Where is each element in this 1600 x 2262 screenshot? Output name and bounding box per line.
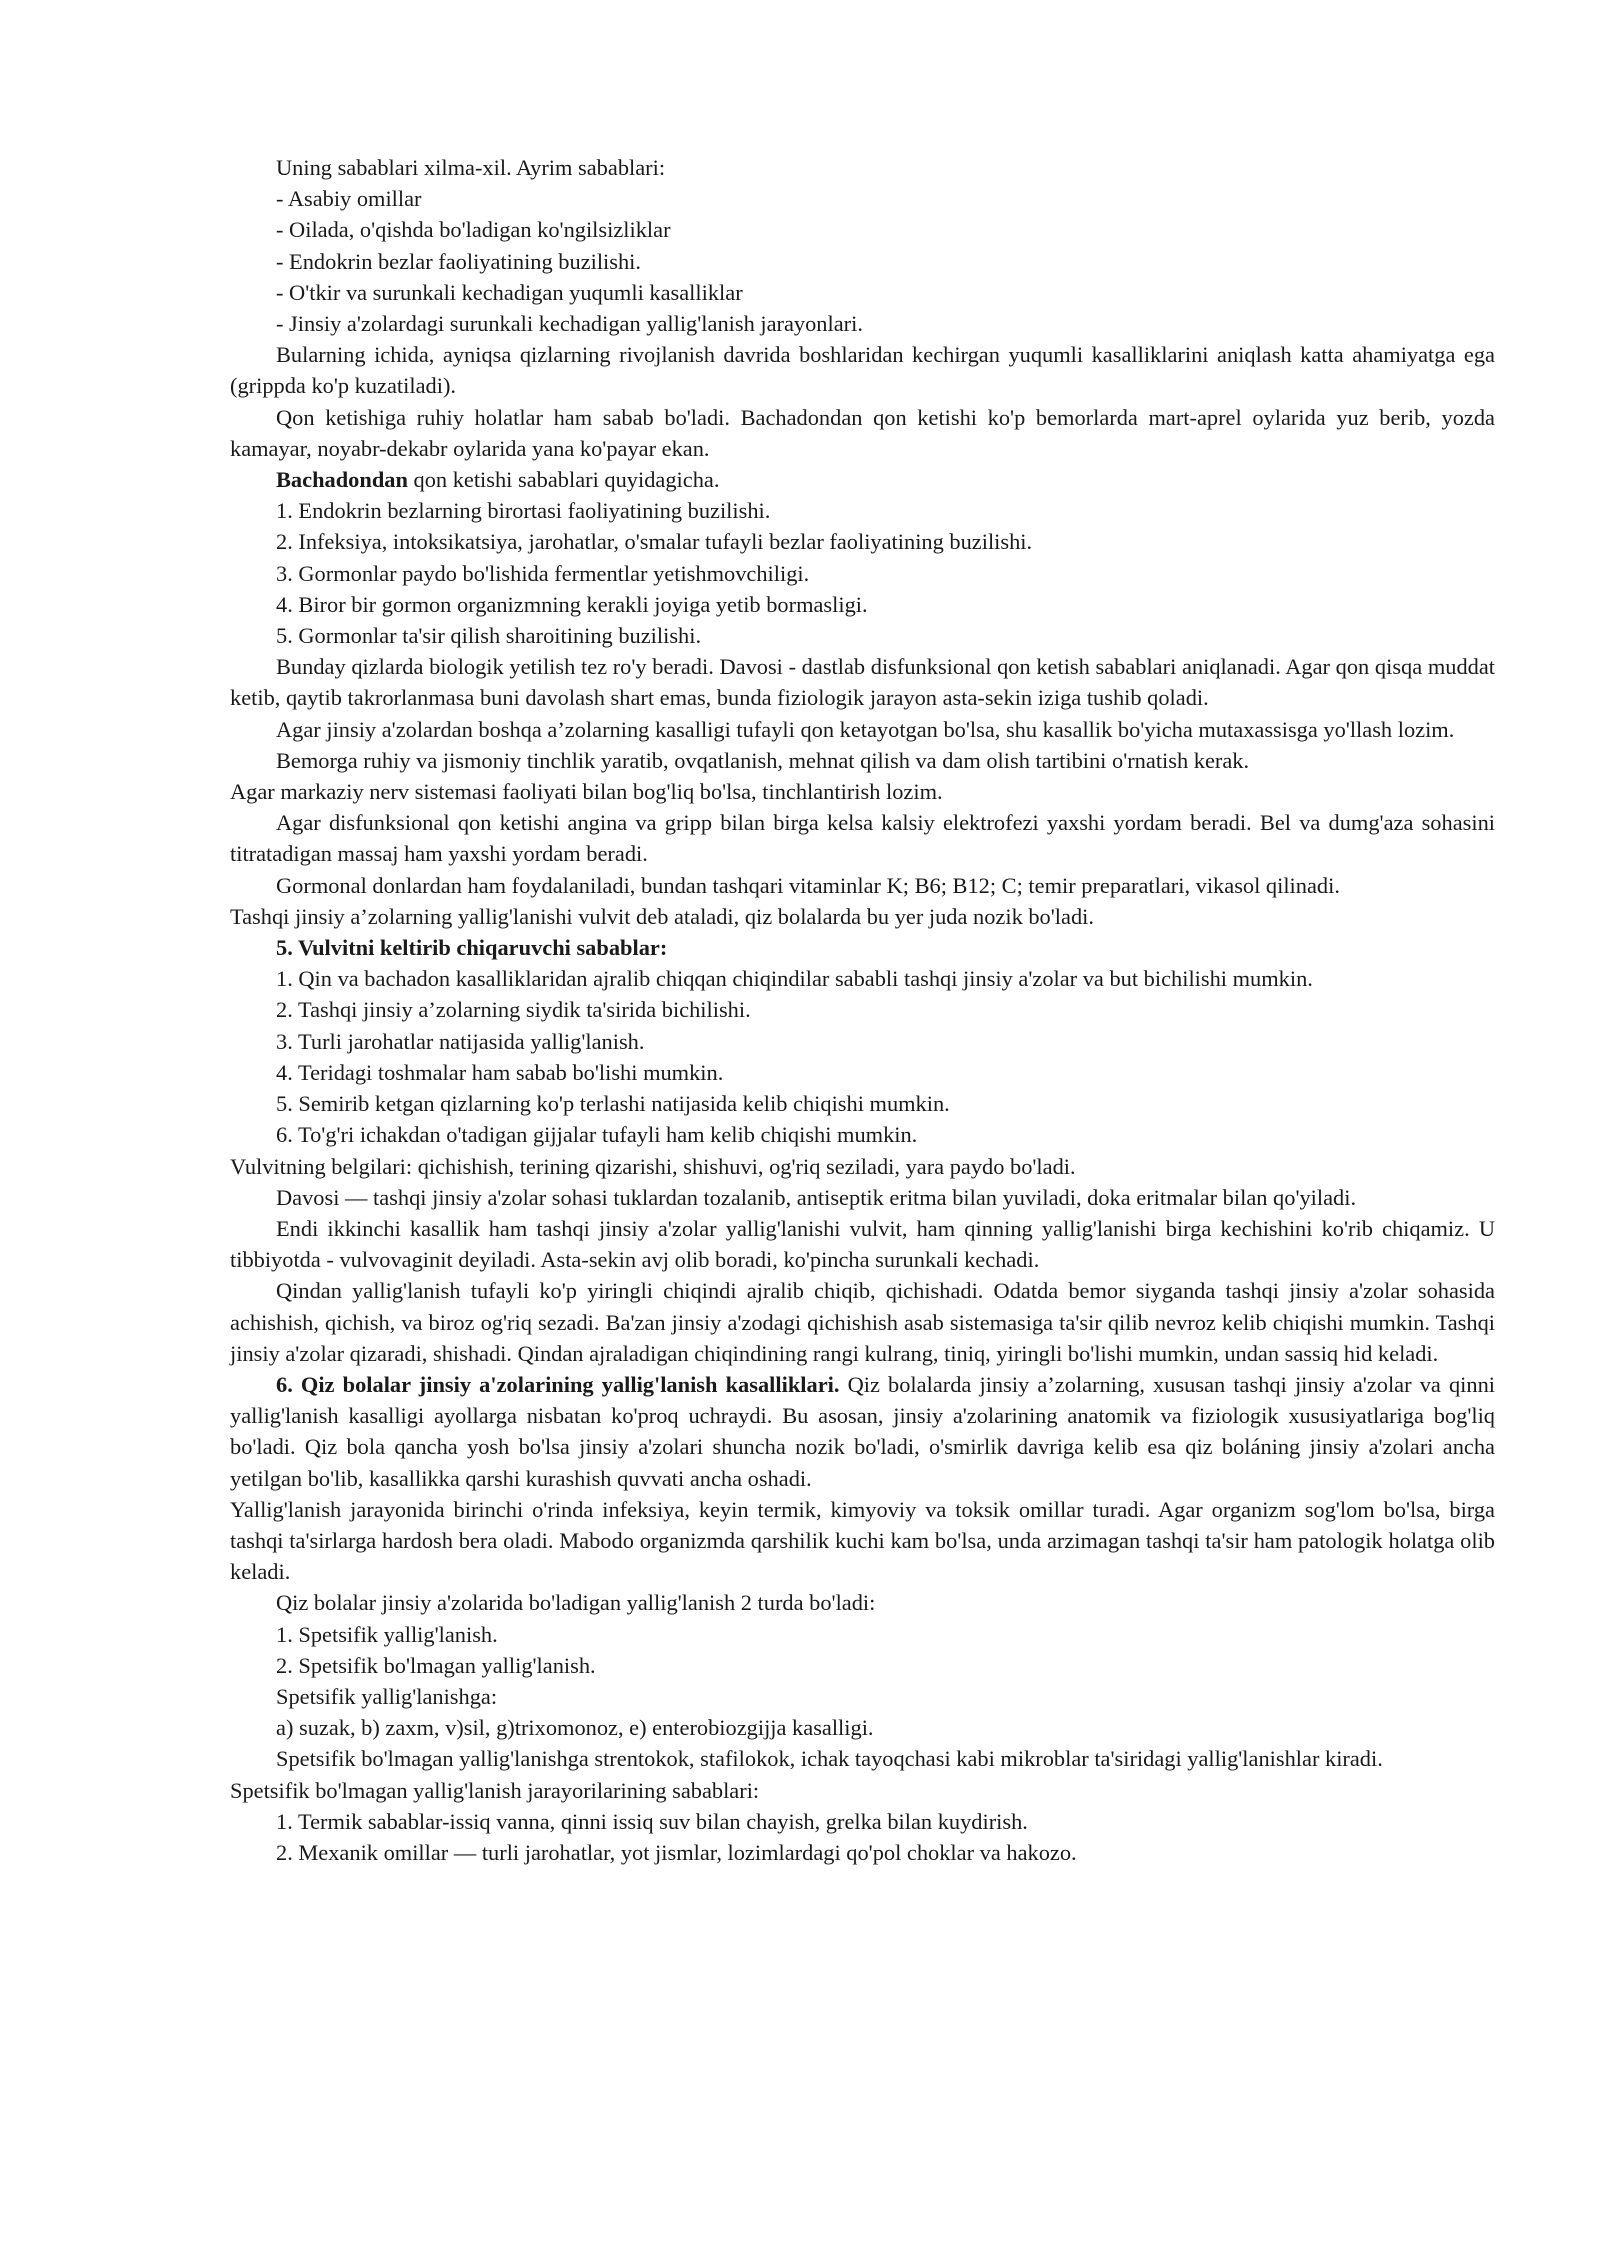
paragraph-line: 5. Gormonlar ta'sir qilish sharoitining buzilishi. [276, 623, 702, 649]
paragraph-line: 1. Endokrin bezlarning birortasi faoliyatining buzilishi. [276, 498, 771, 524]
section-heading-text: 5. Vulvitni keltirib chiqaruvchi sabablar: [276, 935, 668, 961]
paragraph-line: 3. Turli jarohatlar natijasida yallig'lanish. [276, 1028, 645, 1054]
paragraph-line: Bemorga ruhiy va jismoniy tinchlik yaratib, ovqatlanish, mehnat qilish va dam olish tartibini o'rnatish kerak. [276, 747, 1250, 773]
paragraph-line: Uning sabablari xilma-xil. Ayrim sabablari: [276, 155, 666, 180]
paragraph-line: - Jinsiy a'zolardagi surunkali kechadigan yallig'lanish jarayonlari. [276, 311, 863, 337]
paragraph: Bularning ichida, ayniqsa qizlarning rivojlanish davrida boshlaridan kechirgan yuqumli kasalliklarini aniqlash katta ahamiyatga ega (grippda ko'p kuzatiladi). [230, 342, 1495, 399]
paragraph-text: qon ketishi sabablari quyidagicha. [407, 467, 720, 493]
paragraph-line: 6. To'g'ri ichakdan o'tadigan gijjalar tufayli ham kelib chiqishi mumkin. [276, 1122, 918, 1148]
paragraph: Vulvitning belgilari: qichishish, terining qizarishi, shishuvi, og'riq seziladi, yara paydo bo'ladi. [230, 1153, 1076, 1179]
paragraph-line: - O'tkir va surunkali kechadigan yuqumli kasalliklar [276, 279, 743, 305]
paragraph: Tashqi jinsiy a’zolarning yallig'lanishi vulvit deb ataladi, qiz bolalarda bu yer juda nozik bo'ladi. [230, 903, 1094, 929]
paragraph: Agar markaziy nerv sistemasi faoliyati bilan bog'liq bo'lsa, tinchlantirish lozim. [230, 779, 943, 805]
section-heading [230, 932, 1495, 963]
paragraph-line: 4. Biror bir gormon organizmning kerakli joyiga yetib bormasligi. [276, 591, 868, 617]
paragraph-line: - Oilada, o'qishda bo'ladigan ko'ngilsizliklar [276, 217, 671, 243]
paragraph-line: a) suzak, b) zaxm, v)sil, g)trixomonoz, e) enterobiozgijja kasalligi. [276, 1715, 874, 1741]
bold-lead: 6. Qiz bolalar jinsiy a'zolarining yallig'lanish kasalliklari. [276, 1371, 840, 1397]
paragraph-line: 5. Semirib ketgan qizlarning ko'p terlashi natijasida kelib chiqishi mumkin. [276, 1091, 950, 1117]
paragraph-with-bold-lead [230, 1369, 1495, 1494]
paragraph: Bunday qizlarda biologik yetilish tez ro'y beradi. Davosi - dastlab disfunksional qon ketish sabablari aniqlanadi. Agar qon qisqa muddat ketib, qaytib takrorlanmasa buni davolash shart emas, bunda fiziologik jarayon asta-sekin iziga tushib qoladi. [230, 654, 1495, 711]
paragraph: Spetsifik bo'lmagan yallig'lanishga strentokok, stafilokok, ichak tayoqchasi kabi mikroblar ta'siridagi yallig'lanishlar kiradi. [276, 1746, 1383, 1772]
paragraph-line: - Endokrin bezlar faoliyatining buzilishi. [276, 248, 641, 274]
paragraph-line: 3. Gormonlar paydo bo'lishida fermentlar yetishmovchiligi. [276, 560, 810, 586]
paragraph: Spetsifik bo'lmagan yallig'lanish jarayorilarining sabablari: [230, 1777, 760, 1803]
paragraph-line: - Asabiy omillar [276, 186, 422, 212]
paragraph: Qon ketishiga ruhiy holatlar ham sabab bo'ladi. Bachadondan qon ketishi ko'p bemorlarda mart-aprel oylarida yuz berib, yozda kamayar, noyabr-dekabr oylarida yana ko'payar ekan. [230, 404, 1495, 461]
paragraph-line: 2. Infeksiya, intoksikatsiya, jarohatlar, o'smalar tufayli bezlar faoliyatining buzilishi. [276, 529, 1033, 555]
paragraph: Gormonal donlardan ham foydalaniladi, bundan tashqari vitaminlar K; B6; B12; C; temir preparatlari, vikasol qilinadi. [276, 872, 1340, 898]
paragraph: Yallig'lanish jarayonida birinchi o'rinda infeksiya, keyin termik, kimyoviy va toksik omillar turadi. Agar organizm sog'lom bo'lsa, birga tashqi ta'sirlarga hardosh bera oladi. Mabodo organizmda qarshilik kuchi kam bo'lsa, unda arzimagan tashqi ta'sir ham patologik holatga olib keladi. [230, 1496, 1495, 1585]
paragraph: Endi ikkinchi kasallik ham tashqi jinsiy a'zolar yallig'lanishi vulvit, ham qinning yallig'lanishi birga kechishini ko'rib chiqamiz. U tibbiyotda - vulvovaginit deyiladi. Asta-sekin avj olib boradi, ko'pincha surunkali kechadi. [230, 1215, 1495, 1273]
paragraph-with-bold-lead [230, 464, 1495, 495]
bold-lead: Bachadondan [276, 467, 408, 493]
paragraph-line: 1. Termik sabablar-issiq vanna, qinni issiq suv bilan chayish, grelka bilan kuydirish. [276, 1808, 1028, 1834]
paragraph-line: 2. Tashqi jinsiy a’zolarning siydik ta'sirida bichilishi. [276, 997, 751, 1023]
paragraph-line: 4. Teridagi toshmalar ham sabab bo'lishi mumkin. [276, 1059, 724, 1085]
paragraph-line: 2. Spetsifik bo'lmagan yallig'lanish. [276, 1652, 596, 1678]
paragraph-line: Spetsifik yallig'lanishga: [276, 1683, 498, 1709]
paragraph: Qindan yallig'lanish tufayli ko'p yiringli chiqindi ajralib chiqib, qichishadi. Odatda bemor siyganda tashqi jinsiy a'zolar sohasida achishish, qichish, va biroz og'riq sezadi. Ba'zan jinsiy a'zodagi qichishish asab sistemasiga ta'sir qilib nevroz kelib chiqishi mumkin. Tashqi jinsiy a'zolar qizaradi, shishadi. Qindan ajraladigan chiqindining rangi kulrang, tiniq, yiringli bo'lishi mumkin, undan sassiq hid keladi. [230, 1278, 1495, 1366]
paragraph-line: Qiz bolalar jinsiy a'zolarida bo'ladigan yallig'lanish 2 turda bo'ladi: [276, 1590, 876, 1616]
paragraph: Agar disfunksional qon ketishi angina va gripp bilan birga kelsa kalsiy elektrofezi yaxshi yordam beradi. Bel va dumg'aza sohasini titratadigan massaj ham yaxshi yordam beradi. [230, 810, 1495, 867]
document-body [230, 152, 1495, 1868]
paragraph: Agar jinsiy a'zolardan boshqa a’zolarning kasalligi tufayli qon ketayotgan bo'lsa, shu kasallik bo'yicha mutaxassisga yo'llash lozim. [276, 716, 1455, 742]
paragraph: 1. Qin va bachadon kasalliklaridan ajralib chiqqan chiqindilar sababli tashqi jinsiy a'zolar va but bichilishi mumkin. [276, 966, 1313, 992]
paragraph-text: Qiz bolalarda jinsiy a’zolarning, xususan tashqi jinsiy a'zolar va qinni yallig'lanish kasalligi ayollarga nisbatan ko'proq uchraydi. Bu asosan, jinsiy a'zolarining anatomik va fiziologik xususiyatlariga bog'liq bo'ladi. Qiz bola qancha yosh bo'lsa jinsiy a'zolari shuncha nozik bo'ladi, o'smirlik davriga kelib esa qiz boláning jinsiy a'zolari ancha yetilgan bo'lib, kasallikka qarshi kurashish quvvati ancha oshadi. [230, 1371, 1495, 1491]
paragraph-line: 1. Spetsifik yallig'lanish. [276, 1621, 498, 1647]
paragraph-line: 2. Mexanik omillar — turli jarohatlar, yot jismlar, lozimlardagi qo'pol choklar va hakozo. [276, 1839, 1077, 1865]
paragraph: Davosi — tashqi jinsiy a'zolar sohasi tuklardan tozalanib, antiseptik eritma bilan yuviladi, doka eritmalar bilan qo'yiladi. [276, 1184, 1357, 1210]
